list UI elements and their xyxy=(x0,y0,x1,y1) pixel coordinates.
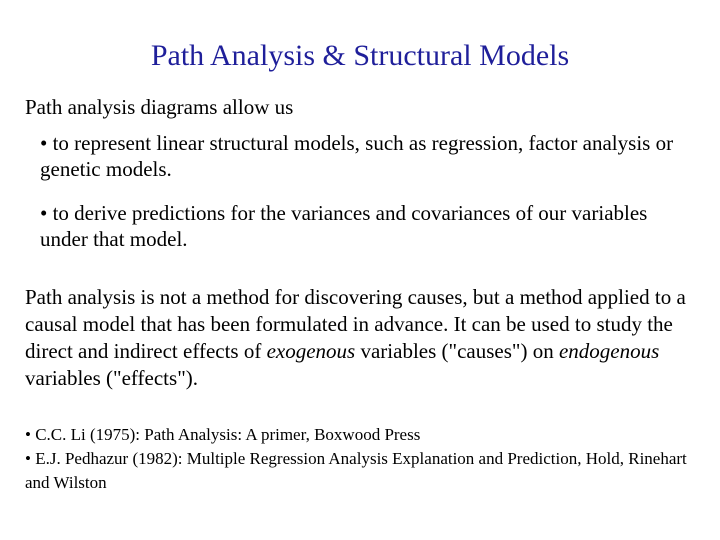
emphasis-exogenous: exogenous xyxy=(266,339,356,363)
body-paragraph xyxy=(25,284,705,392)
emphasis-endogenous: endogenous xyxy=(558,339,660,363)
paragraph-text-2: variables ("causes") on xyxy=(355,339,559,363)
paragraph-text-3: variables ("effects"). xyxy=(25,366,199,390)
bullet-item-predictions: • to derive predictions for the variances and covariances of our variables under that model. xyxy=(40,201,648,251)
intro-text: Path analysis diagrams allow us xyxy=(25,95,294,119)
slide-title: Path Analysis & Structural Models xyxy=(150,39,570,72)
bullet-item-linear-models: • to represent linear structural models, such as regression, factor analysis or genetic models. xyxy=(40,131,674,181)
paragraph-text-1: Path analysis is not a method for discovering causes, but a method applied to a causal model that has been formulated in advance. It can be used to study the direct and indirect effects of xyxy=(25,285,686,363)
reference-item: • C.C. Li (1975): Path Analysis: A primer, Boxwood Press xyxy=(25,425,421,444)
reference-item: • E.J. Pedhazur (1982): Multiple Regression Analysis Explanation and Prediction, Hold, Rinehart and Wilston xyxy=(25,449,687,492)
references xyxy=(25,423,705,495)
